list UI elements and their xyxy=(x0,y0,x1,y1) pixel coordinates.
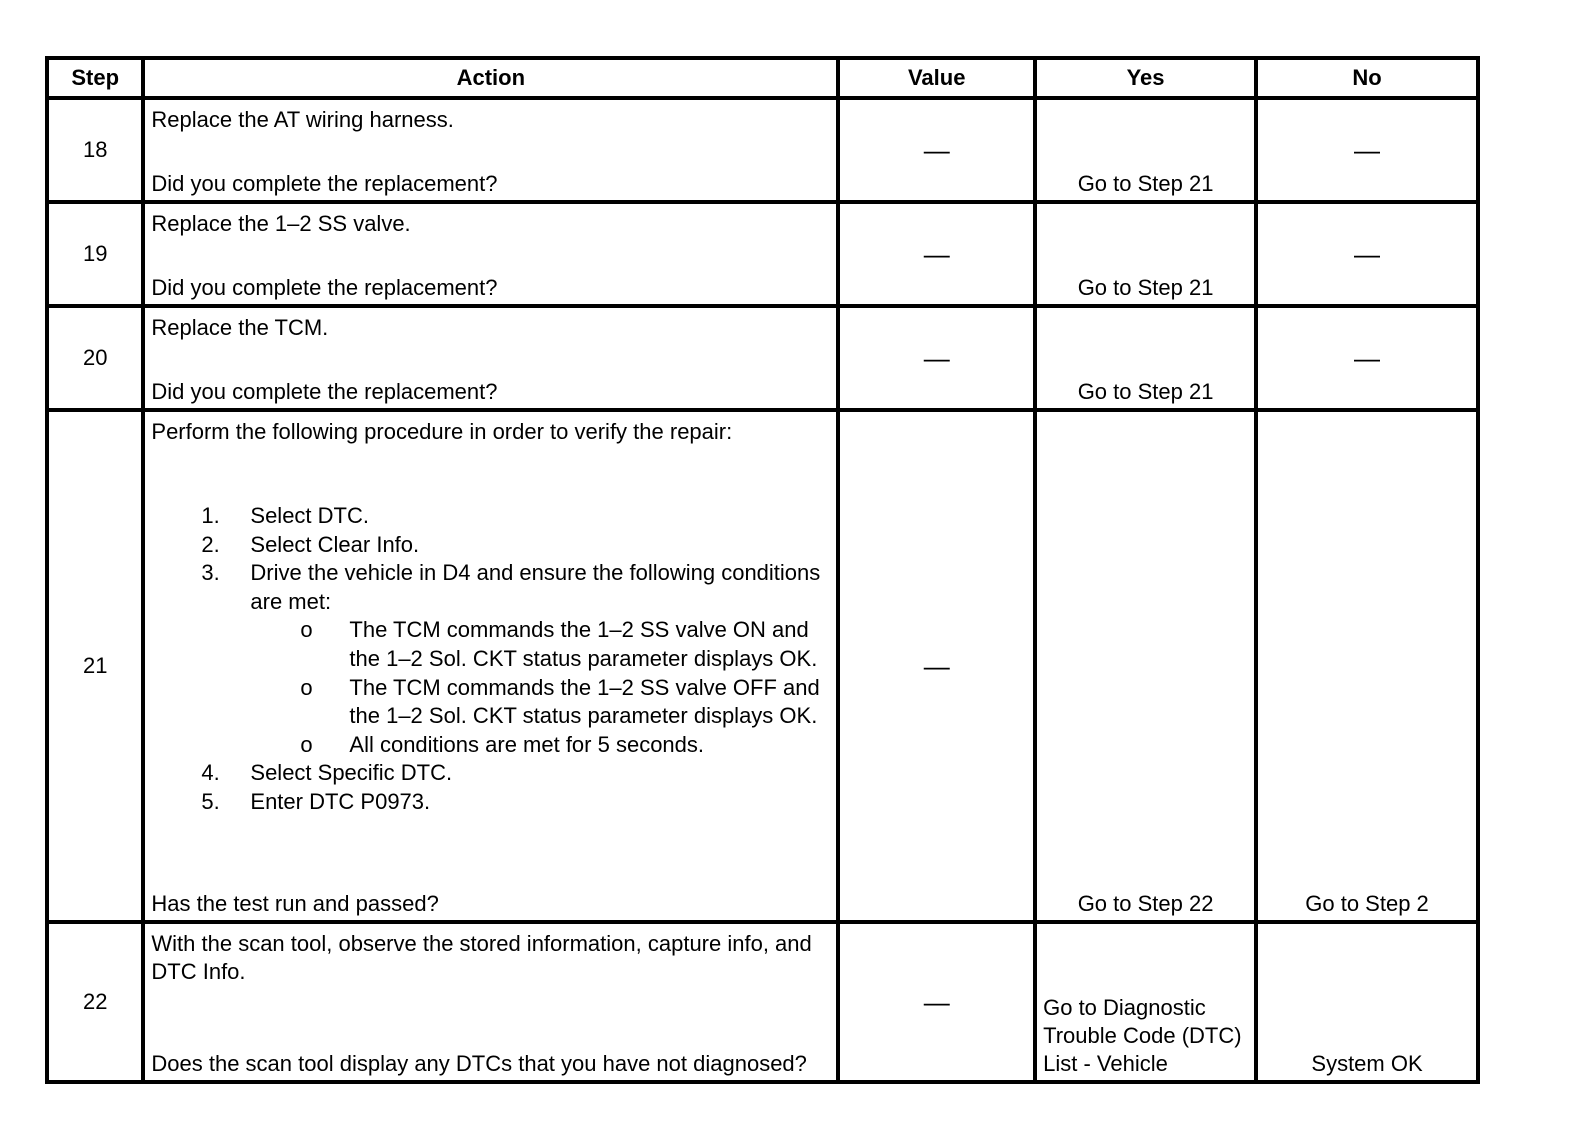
table-row xyxy=(47,202,1478,306)
table-row xyxy=(47,306,1478,410)
no-cell xyxy=(1256,922,1478,1082)
header-row xyxy=(47,58,1478,98)
value-cell: — xyxy=(838,202,1035,306)
list-number: 4. xyxy=(201,760,220,786)
step-number: 21 xyxy=(47,410,143,922)
action-cell xyxy=(143,306,838,410)
list-item xyxy=(151,531,832,560)
yes-cell xyxy=(1035,202,1256,306)
list-item xyxy=(151,759,832,788)
diagnostic-table xyxy=(45,56,1480,1084)
action-cell xyxy=(143,202,838,306)
step-number: 19 xyxy=(47,202,143,306)
list-item xyxy=(151,559,832,759)
value-cell: — xyxy=(838,98,1035,202)
value-cell: — xyxy=(838,410,1035,922)
action-question: Did you complete the replacement? xyxy=(151,171,498,196)
list-text: Enter DTC P0973. xyxy=(250,788,431,814)
yes-cell xyxy=(1035,922,1256,1082)
action-question: Does the scan tool display any DTCs that you have not diagnosed? xyxy=(151,1051,807,1076)
no-text: System OK xyxy=(1311,1051,1423,1076)
conditions-list xyxy=(250,616,832,759)
list-number: 3. xyxy=(201,560,220,586)
list-number: 5. xyxy=(201,788,220,814)
header-value: Value xyxy=(838,58,1035,98)
yes-text: Go to Diagnostic Trouble Code (DTC) List - Vehicle xyxy=(1043,995,1242,1076)
yes-text: Go to Step 22 xyxy=(1077,891,1214,916)
action-cell xyxy=(143,922,838,1082)
bullet-icon: o xyxy=(300,731,313,757)
action-question: Did you complete the replacement? xyxy=(151,275,498,300)
list-text: Drive the vehicle in D4 and ensure the following conditions are met: xyxy=(250,560,821,614)
action-cell xyxy=(143,410,838,922)
action-text: Replace the AT wiring harness. xyxy=(151,107,454,132)
yes-cell xyxy=(1035,98,1256,202)
action-question: Did you complete the replacement? xyxy=(151,379,498,404)
list-item xyxy=(151,502,832,531)
table-row xyxy=(47,922,1478,1082)
yes-text: Go to Step 21 xyxy=(1077,379,1214,404)
header-yes: Yes xyxy=(1035,58,1256,98)
list-number: 2. xyxy=(201,531,220,557)
list-number: 1. xyxy=(201,503,220,528)
list-item xyxy=(151,788,832,817)
header-action: Action xyxy=(143,58,838,98)
bullet-icon: o xyxy=(300,617,313,643)
action-question: Has the test run and passed? xyxy=(151,891,439,916)
step-number: 20 xyxy=(47,306,143,410)
table-row xyxy=(47,98,1478,202)
list-text: Select Specific DTC. xyxy=(250,760,453,786)
no-cell: — xyxy=(1256,306,1478,410)
step-number: 22 xyxy=(47,922,143,1082)
bullet-icon: o xyxy=(300,674,313,700)
step-number: 18 xyxy=(47,98,143,202)
list-item xyxy=(250,616,832,673)
value-cell: — xyxy=(838,922,1035,1082)
no-cell xyxy=(1256,410,1478,922)
action-text: Replace the 1–2 SS valve. xyxy=(151,211,411,236)
yes-text: Go to Step 21 xyxy=(1077,171,1214,196)
action-text: With the scan tool, observe the stored information, capture info, and DTC Info. xyxy=(151,931,812,984)
value-cell: — xyxy=(838,306,1035,410)
list-text: The TCM commands the 1–2 SS valve OFF and the 1–2 Sol. CKT status parameter displays OK. xyxy=(349,674,820,729)
list-item xyxy=(250,674,832,731)
list-text: All conditions are met for 5 seconds. xyxy=(349,731,705,757)
yes-cell xyxy=(1035,306,1256,410)
list-item xyxy=(250,731,832,760)
action-cell xyxy=(143,98,838,202)
action-text: Replace the TCM. xyxy=(151,315,329,340)
no-text: Go to Step 2 xyxy=(1305,891,1429,916)
list-text: Select Clear Info. xyxy=(250,531,420,557)
procedure-list xyxy=(151,502,832,817)
no-cell: — xyxy=(1256,202,1478,306)
header-step: Step xyxy=(47,58,143,98)
table-row xyxy=(47,410,1478,922)
yes-text: Go to Step 21 xyxy=(1077,275,1214,300)
list-text: The TCM commands the 1–2 SS valve ON and the 1–2 Sol. CKT status parameter displays OK. xyxy=(349,617,818,671)
action-text: Perform the following procedure in order to verify the repair: xyxy=(151,419,733,444)
no-cell: — xyxy=(1256,98,1478,202)
header-no: No xyxy=(1256,58,1478,98)
yes-cell xyxy=(1035,410,1256,922)
list-text: Select DTC. xyxy=(250,503,369,528)
